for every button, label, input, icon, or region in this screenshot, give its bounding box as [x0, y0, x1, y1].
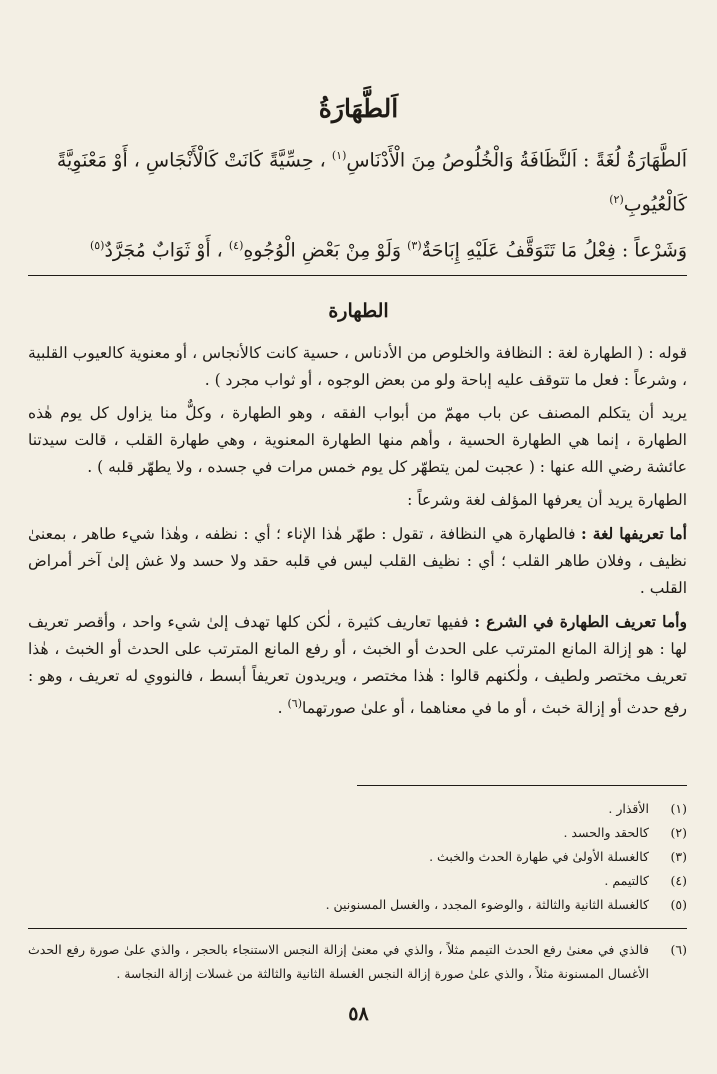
footnote-text: الأقذار . — [608, 801, 649, 816]
footnote-number: (٦) — [670, 942, 687, 957]
footnote-list — [28, 797, 687, 917]
footnote-number: (١) — [670, 801, 687, 816]
sharh-paragraph-5 — [28, 608, 687, 722]
matn-line-3 — [28, 228, 687, 268]
matn-line-3a: وَشَرْعاً : فِعْلُ مَا تَتَوَقَّفُ عَلَيْهِ إِبَاحَةٌ — [421, 239, 687, 262]
footnote-text: كالتيمم . — [604, 873, 649, 888]
lughah-text: فالطهارة هي النظافة ، تقول : طهّر هٰذا الإناء ؛ أي : نظفه ، وهٰذا شيء طاهر ، بمعنىٰ نظيف ، وفلان طاهر القلب ؛ أي : نظيف القلب ليس في قلبه حقد ولا حسد ولا غش إلىٰ آخر أمراض القلب . — [28, 525, 687, 597]
footnote-ref-1[interactable]: (١) — [331, 149, 347, 162]
shar-heading: وأما تعريف الطهارة في الشرع : — [474, 612, 687, 631]
section-divider — [28, 275, 687, 276]
matn-line-2-text: كَالْعُيُوبِ — [623, 193, 687, 216]
footnote-ref-2[interactable]: (٢) — [609, 193, 624, 206]
footnote-number: (٣) — [670, 849, 687, 864]
footnote-text: كالغسلة الأولىٰ في طهارة الحدث والخبث . — [429, 849, 649, 864]
footnote-ref-4[interactable]: (٤) — [228, 239, 244, 253]
footnote-item — [28, 845, 687, 869]
footnote-item-6 — [28, 938, 687, 986]
matn-line-2 — [28, 182, 687, 222]
footnote-number: (٥) — [670, 897, 687, 912]
sharh-paragraph-2: يريد أن يتكلم المصنف عن باب مهمّ من أبواب الفقه ، وهو الطهارة ، وكلٌّ منا يزاول كل يوم هٰذه الطهارة ، إنما هي الطهارة الحسية ، وأهم منها الطهارة المعنوية ، وهي طهارة القلب ، قالت سيدتنا عائشة رضي الله عنها : ( عجبت لمن يتطهّر كل يوم خمس مرات في جسده ، ولا يطهّر قلبه ) . — [28, 404, 687, 476]
footnote-ref-5[interactable]: (٥) — [89, 239, 105, 253]
footnote-item — [28, 869, 687, 893]
sharh-paragraph-1: قوله : ( الطهارة لغة : النظافة والخلوص من الأدناس ، حسية كانت كالأنجاس ، أو معنوية كالعيوب القلبية ، وشرعاً : فعل ما تتوقف عليه إباحة ولو من بعض الوجوه ، أو ثواب مجرد ) . — [28, 344, 687, 389]
footnote-number: (٢) — [670, 825, 687, 840]
sharh-heading: الطهارة — [328, 300, 389, 322]
chapter-title: اَلطَّهَارَةُ — [318, 94, 399, 123]
footnote-ref-3[interactable]: (٣) — [407, 239, 422, 253]
matn-line-3c: ، أَوْ ثَوَابٌ مُجَرَّدٌ — [104, 239, 223, 262]
shar-text: ففيها تعاريف كثيرة ، لٰكن كلها تهدف إلىٰ شيء واحد ، وأقصر تعريف لها : هو إزالة المانع المترتب على الحدث أو الخبث ، أو رفع المانع المترتب على الحدث أو الخبث ، هٰذا تعريف مختصر ولطيف ، ولٰكنهم قالوا : هٰذا مختصر ، ويريدون تعريفاً أبسط ، فالنووي له تعريف ، وهو : رفع حدث أو إزالة خبث ، أو ما في معناهما ، أو علىٰ صورتهما — [28, 613, 687, 718]
footnote-item — [28, 797, 687, 821]
matn-text — [28, 138, 687, 269]
matn-line-1-end: ، حِسِّيَّةً كَانَتْ كَالْأَنْجَاسِ ، أَوْ مَعْنَوِيَّةً — [56, 149, 326, 172]
footnote-number: (٤) — [670, 873, 687, 888]
footnote-item — [28, 821, 687, 845]
matn-line-3b: وَلَوْ مِنْ بَعْضِ الْوُجُوهِ — [243, 239, 402, 262]
footnote-text: فالذي في معنىٰ رفع الحدث التيمم مثلاً ، والذي في معنىٰ إزالة النجس الاستنجاء بالحجر ، والذي علىٰ صورة رفع الحدث الأغسال المسنونة مثلاً ، والذي علىٰ صورة إزالة النجس الغسلة الثانية والثالثة من غسلات إزالة النجاسة . — [28, 942, 649, 981]
footnote-text: كالغسلة الثانية والثالثة ، والوضوء المجدد ، والغسل المسنونين . — [325, 897, 649, 912]
footnote-separator-2 — [28, 928, 687, 929]
page-number: ٥٨ — [348, 1003, 369, 1025]
sharh-paragraph-4 — [28, 520, 687, 602]
footnote-ref-6[interactable]: (٦) — [287, 697, 303, 710]
footnote-item — [28, 893, 687, 917]
matn-line-1-text: اَلطَّهَارَةُ لُغَةً : اَلنَّظَافَةُ وَالْخُلُوصُ مِنَ الْأَدْنَاسِ — [346, 149, 687, 172]
footnote-separator — [357, 785, 687, 786]
sharh-text — [28, 340, 687, 728]
sharh-paragraph-3: الطهارة يريد أن يعرفها المؤلف لغة وشرعاً : — [407, 491, 687, 509]
footnote-text: كالحقد والحسد . — [563, 825, 649, 840]
matn-line-1 — [28, 138, 687, 174]
shar-text-end: . — [277, 699, 288, 718]
lughah-heading: أما تعريفها لغة : — [581, 524, 687, 543]
